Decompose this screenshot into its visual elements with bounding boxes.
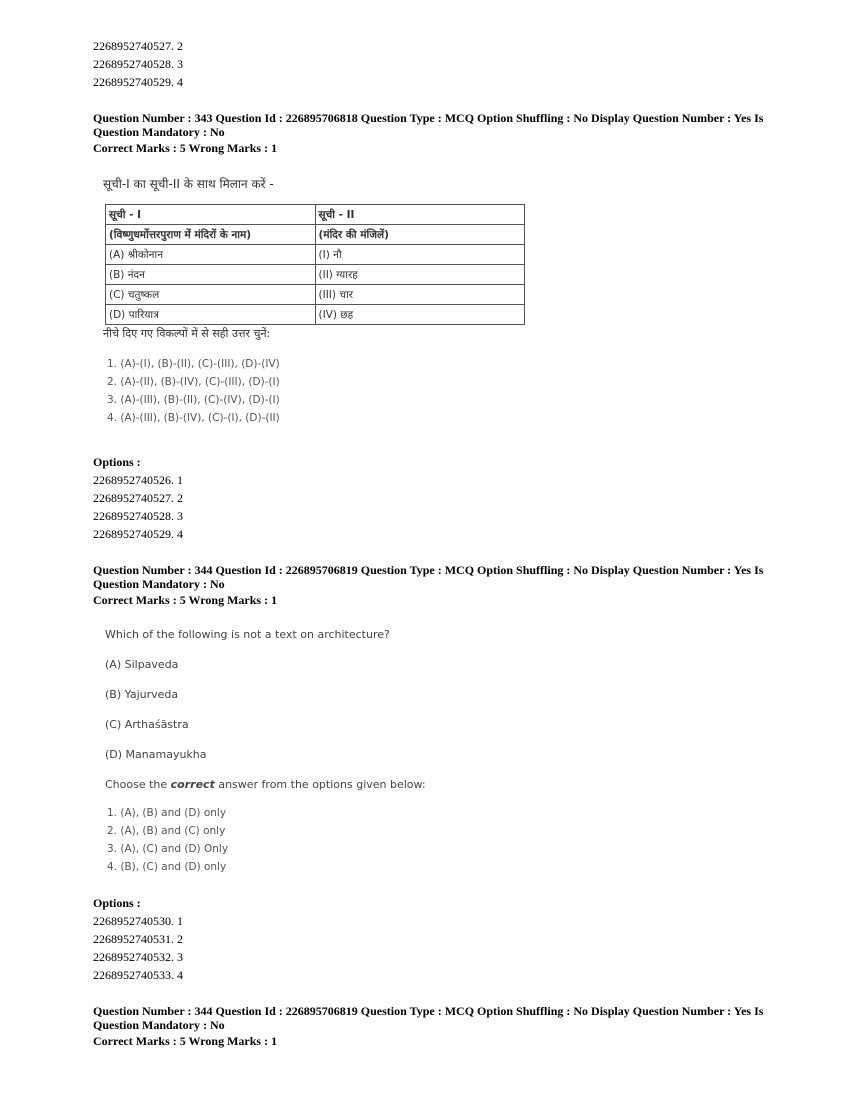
option-line: 2268952740531. 2 [93,932,183,946]
choice-item: 3. (A), (C) and (D) Only [107,843,229,855]
question-marks: Correct Marks : 5 Wrong Marks : 1 [93,141,278,155]
table-row [106,265,525,285]
options-label: Options : [93,455,141,469]
table-row [106,285,525,305]
options-block [93,453,773,543]
question-body [105,627,773,876]
question-item: (D) Manamayukha [105,748,207,761]
option-line: 2268952740530. 1 [93,914,183,928]
question-344-repeat [93,1004,773,1048]
table-cell: (III) चार [315,285,525,305]
choice-item: 3. (A)-(III), (B)-(II), (C)-(IV), (D)-(I) [107,394,280,406]
table-header-cell: (विष्णुधर्मोत्तरपुराण में मंदिरों के नाम) [106,225,316,245]
table-header-cell: सूची - II [315,205,525,225]
table-cell: (I) नौ [315,245,525,265]
option-line: 2268952740528. 3 [93,57,183,71]
option-line: 2268952740526. 1 [93,473,183,487]
option-line: 2268952740527. 2 [93,39,183,53]
question-marks: Correct Marks : 5 Wrong Marks : 1 [93,593,278,607]
table-row [106,245,525,265]
choice-item: 2. (A), (B) and (C) only [107,825,226,837]
question-item: (C) Arthaśāstra [105,718,189,731]
question-item: (A) Silpaveda [105,658,179,671]
match-table [105,204,525,325]
option-line: 2268952740529. 4 [93,527,183,541]
question-marks: Correct Marks : 5 Wrong Marks : 1 [93,1034,278,1048]
question-body [103,175,773,427]
question-intro: सूची-I का सूची-II के साथ मिलान करें - [103,177,274,191]
question-mandatory: Question Mandatory : No [93,577,225,591]
instruction-emphasis: correct [170,778,215,791]
options-block [93,894,773,984]
table-cell: (A) श्रीकोनान [106,245,316,265]
choice-item: 2. (A)-(II), (B)-(IV), (C)-(III), (D)-(I) [107,376,280,388]
choice-item: 4. (A)-(III), (B)-(IV), (C)-(I), (D)-(II) [107,412,280,424]
question-344 [93,563,773,984]
table-cell: (IV) छह [315,305,525,325]
question-item: (B) Yajurveda [105,688,179,701]
document-page [93,37,773,1048]
question-text: Which of the following is not a text on architecture? [105,628,390,641]
table-header-cell: (मंदिर की मंजिलें) [315,225,525,245]
choice-list [107,355,773,427]
table-cell: (B) नंदन [106,265,316,285]
table-cell: (D) पारियात्र [106,305,316,325]
instruction-pre: Choose the [105,778,171,791]
options-label: Options : [93,896,141,910]
choice-item: 4. (B), (C) and (D) only [107,861,227,873]
choice-list [107,804,773,876]
table-cell: (C) चतुष्कल [106,285,316,305]
option-line: 2268952740533. 4 [93,968,183,982]
option-line: 2268952740528. 3 [93,509,183,523]
table-row [106,305,525,325]
question-instruction: नीचे दिए गए विकल्पों में से सही उत्तर चुनें: [103,327,271,340]
question-mandatory: Question Mandatory : No [93,125,225,139]
table-header-cell: सूची - I [106,205,316,225]
question-header: Question Number : 344 Question Id : 226895706819 Question Type : MCQ Option Shuffling : No Display Question Number : Yes Is [93,563,764,577]
choice-item: 1. (A), (B) and (D) only [107,807,227,819]
table-cell: (II) ग्यारह [315,265,525,285]
question-mandatory: Question Mandatory : No [93,1018,225,1032]
choice-item: 1. (A)-(I), (B)-(II), (C)-(III), (D)-(IV) [107,358,280,370]
top-options-list [93,37,773,91]
question-instruction [105,777,773,792]
option-line: 2268952740527. 2 [93,491,183,505]
option-line: 2268952740532. 3 [93,950,183,964]
option-line: 2268952740529. 4 [93,75,183,89]
question-header: Question Number : 344 Question Id : 226895706819 Question Type : MCQ Option Shuffling : No Display Question Number : Yes Is [93,1004,764,1018]
instruction-post: answer from the options given below: [214,778,426,791]
question-header: Question Number : 343 Question Id : 226895706818 Question Type : MCQ Option Shuffling : No Display Question Number : Yes Is [93,111,764,125]
question-343 [93,111,773,543]
